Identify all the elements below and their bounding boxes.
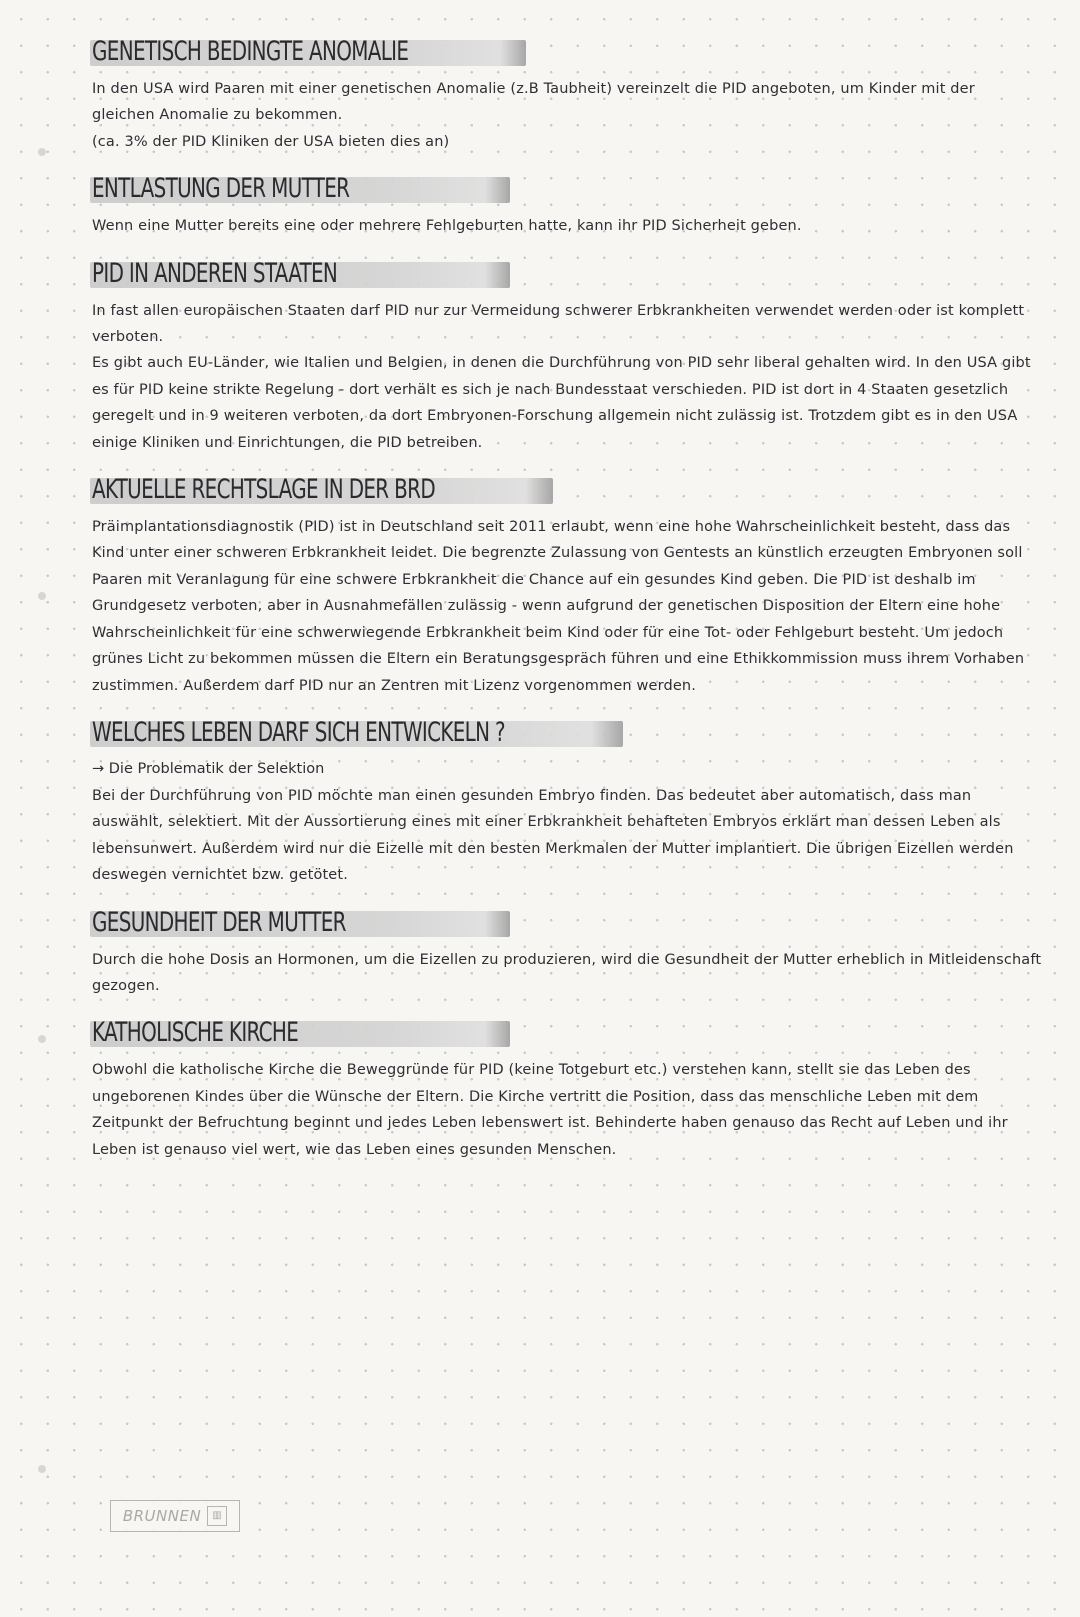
brunnen-logo	[110, 1500, 240, 1532]
section-heading: PID IN ANDEREN STAATEN	[92, 257, 338, 289]
heading-highlight	[92, 468, 510, 512]
punch-hole	[38, 148, 46, 156]
section-paragraph: (ca. 3% der PID Kliniken der USA bieten dies an)	[92, 133, 450, 150]
section-paragraph: In den USA wird Paaren mit einer genetischen Anomalie (z.B Taubheit) vereinzelt die PID angeboten, um Kinder mit der gleichen Anomalie zu bekommen.	[92, 81, 975, 124]
section-health-of-mother	[92, 901, 1042, 1000]
section-heading: AKTUELLE RECHTSLAGE IN DER BRD	[92, 474, 436, 506]
section-heading: GESUNDHEIT DER MUTTER	[92, 906, 346, 938]
heading-highlight	[92, 167, 406, 211]
section-legal-situation	[92, 468, 1042, 699]
heading-highlight	[92, 30, 478, 74]
section-paragraph: In fast allen europäischen Staaten darf PID nur zur Vermeidung schwerer Erbkrankheiten verwendet werden oder ist komplett verboten.	[92, 302, 1025, 346]
heading-highlight	[92, 901, 402, 945]
brunnen-logo-icon: ▥	[207, 1506, 227, 1526]
heading-highlight	[92, 711, 596, 755]
section-paragraph: Wenn eine Mutter bereits eine oder mehrere Fehlgeburten hatte, kann ihr PID Sicherheit geben.	[92, 218, 802, 235]
punch-hole	[38, 1035, 46, 1043]
section-pid-other-states	[92, 252, 1042, 456]
notebook-page	[92, 30, 1042, 1175]
section-paragraph: Obwohl die katholische Kirche die Beweggründe für PID (keine Totgeburt etc.) verstehen kann, stellt sie das Leben des ungeborenen Kindes über die Wünsche der Eltern. Die Kirche vertritt die Position, dass das menschliche Leben mit dem Zeitpunkt der Befruchtung beginnt und jedes Leben lebenswert ist. Behinderte haben genauso das Recht auf Leben und ihr Leben ist genauso viel wert, wie das Leben eines gesunden Menschen.	[92, 1062, 1008, 1158]
section-catholic-church	[92, 1011, 1042, 1163]
section-paragraph: Es gibt auch EU-Länder, wie Italien und Belgien, in denen die Durchführung von PID sehr liberal gehalten wird. In den USA gibt es für PID keine strikte Regelung - dort verhält es sich je nach Bundesstaat verschieden. PID ist dort in 4 Staaten gesetzlich geregelt und in 9 weiteren verboten, da dort Embryonen-Forschung allgemein nicht zulässig ist. Trotzdem gibt es in den USA einige Kliniken und Einrichtungen, die PID betreiben.	[92, 355, 1031, 451]
heading-highlight	[92, 1011, 343, 1055]
section-heading: GENETISCH BEDINGTE ANOMALIE	[92, 36, 409, 67]
section-genetic-anomaly	[92, 30, 1042, 155]
punch-hole	[38, 1465, 46, 1473]
heading-highlight	[92, 252, 391, 296]
section-paragraph: Präimplantationsdiagnostik (PID) ist in Deutschland seit 2011 erlaubt, wenn eine hohe Wahrscheinlichkeit besteht, dass das Kind unter einer schweren Erbkrankheit leidet. Die begrenzte Zulassung von Gentests an künstlich erzeugten Embryonen soll Paaren mit Veranlagung für eine schwere Erbkrankheit die Chance auf ein gesundes Kind geben. Die PID ist deshalb im Grundgesetz verboten, aber in Ausnahmefällen zulässig - wenn aufgrund der genetischen Disposition der Eltern eine hohe Wahrscheinlichkeit für eine schwerwiegende Erbkrankheit beim Kind oder für eine Tot- oder Fehlgeburt besteht. Um jedoch grünes Licht zu bekommen müssen die Eltern ein Beratungsgespräch führen und eine Ethikkommission muss ihrem Vorhaben zustimmen. Außerdem darf PID nur an Zentren mit Lizenz vorgenommen werden.	[92, 519, 1025, 694]
section-relief-of-mother	[92, 167, 1042, 239]
section-subtitle: → Die Problematik der Selektion	[92, 760, 325, 777]
section-paragraph: Bei der Durchführung von PID möchte man einen gesunden Embryo finden. Das bedeutet aber automatisch, dass man auswählt, selektiert. Mit der Aussortierung eines mit einer Erbkrankheit behafteten Embryos erklärt man dessen Leben als lebensunwert. Außerdem wird nur die Eizelle mit den besten Merkmalen der Mutter implantiert. Die übrigen Eizellen werden deswegen vernichtet bzw. getötet.	[92, 787, 1014, 884]
section-paragraph: Durch die hohe Dosis an Hormonen, um die Eizellen zu produzieren, wird die Gesundheit der Mutter erheblich in Mitleidenschaft gezogen.	[92, 951, 1042, 994]
logo-text: BRUNNEN	[122, 1507, 202, 1525]
section-heading: ENTLASTUNG DER MUTTER	[92, 173, 350, 205]
section-heading: WELCHES LEBEN DARF SICH ENTWICKELN ?	[92, 716, 505, 748]
section-which-life	[92, 711, 1042, 889]
section-heading: KATHOLISCHE KIRCHE	[92, 1017, 299, 1049]
punch-hole	[38, 592, 46, 600]
